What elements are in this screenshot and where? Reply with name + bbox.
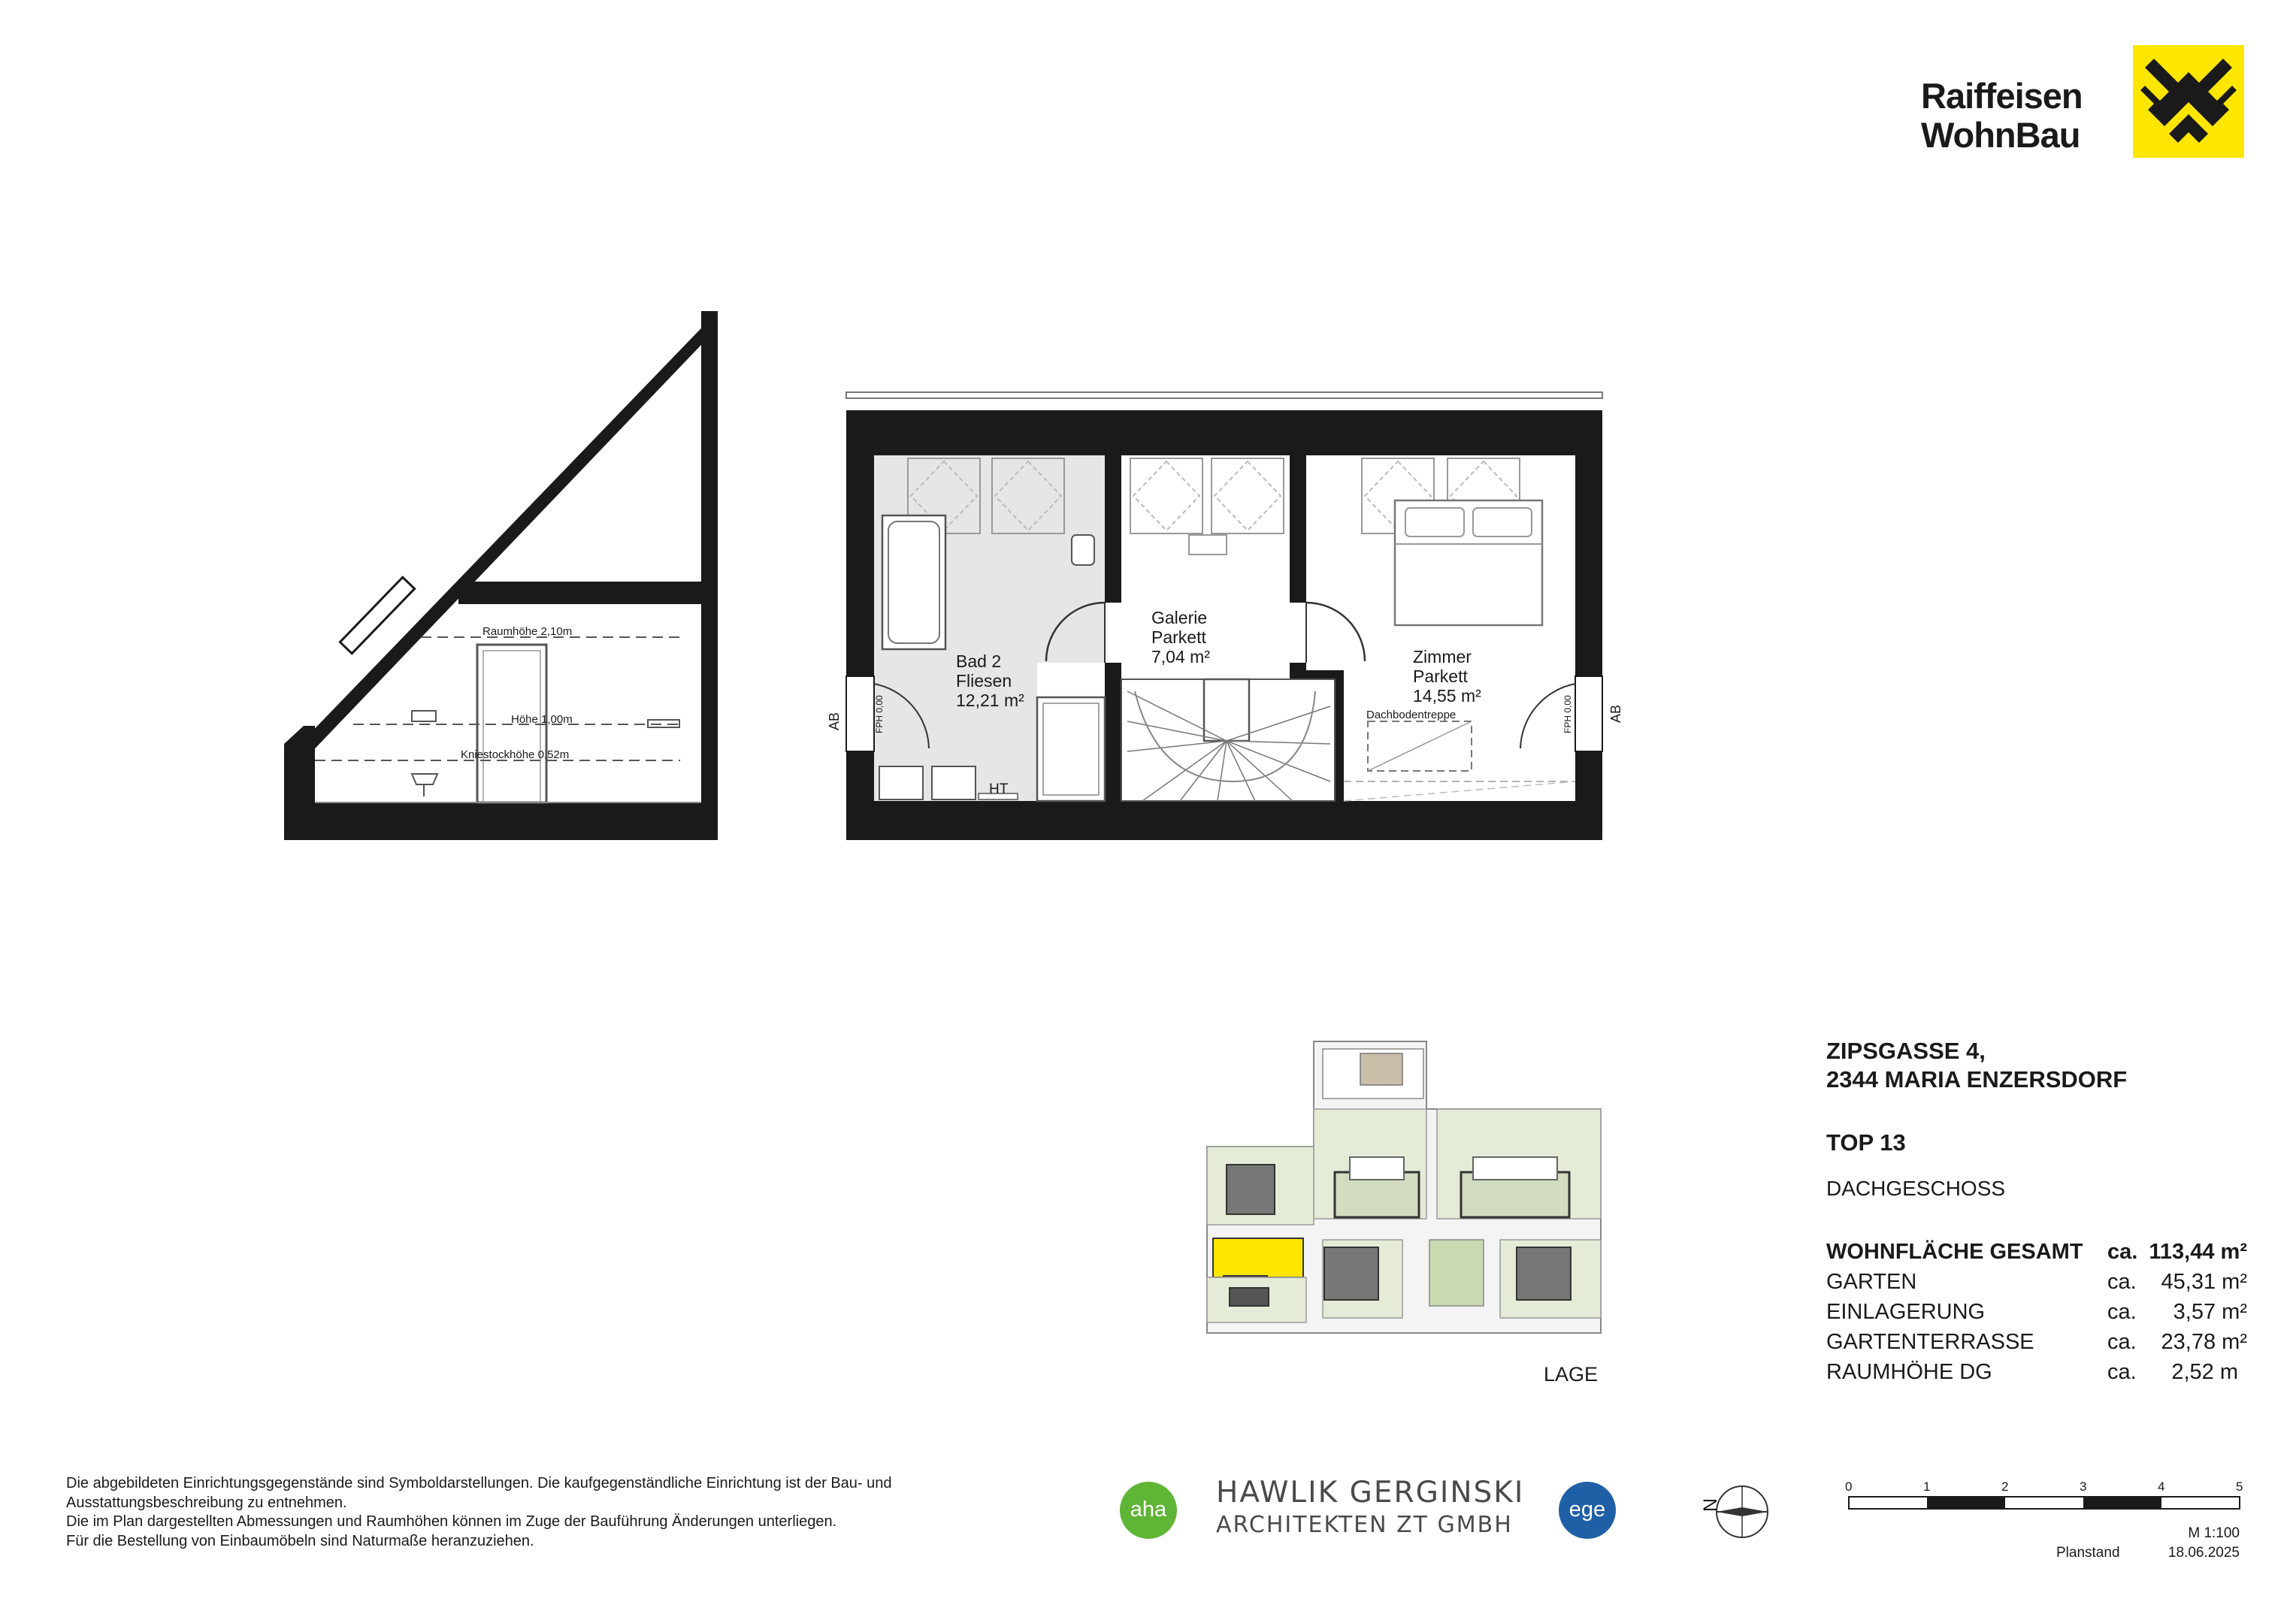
area-row [1826, 1300, 2247, 1330]
address-line-2: 2344 MARIA ENZERSDORF [1826, 1066, 2128, 1093]
aha-badge-label: aha [1130, 1498, 1167, 1522]
architect-company: ARCHITEKTEN ZT GMBH [1216, 1512, 1513, 1538]
wall-galerie-zimmer-upper [1290, 455, 1306, 603]
area-row [1826, 1330, 2247, 1360]
address-line-1: ZIPSGASSE 4, [1826, 1038, 1986, 1064]
logo-line-1: Raiffeisen [1921, 76, 2083, 116]
section-left-wall [304, 726, 315, 840]
fph-label-left: FPH 0,00 [874, 695, 885, 733]
room-floor: Fliesen [956, 671, 1012, 691]
area-value: 113,44 m² [2149, 1240, 2247, 1264]
area-ca: ca. [2107, 1330, 2137, 1354]
architect-block [1120, 1473, 1623, 1548]
north-label: N [1700, 1498, 1721, 1512]
scale-tick-5: 5 [2236, 1479, 2243, 1494]
site-highlight-top13 [1213, 1238, 1303, 1277]
area-ca: ca. [2107, 1270, 2137, 1294]
scale-tick-0: 0 [1845, 1479, 1853, 1494]
area-value: 2,52 m [2171, 1360, 2238, 1384]
area-row [1826, 1270, 2247, 1300]
area-label: RAUMHÖHE DG [1826, 1360, 1992, 1384]
ege-badge-label: ege [1568, 1498, 1606, 1522]
room-zimmer [1413, 647, 1481, 706]
architect-name: HAWLIK GERGINSKI [1216, 1476, 1525, 1510]
raiffeisen-logo [1921, 45, 2244, 158]
area-ca: ca. [2107, 1240, 2138, 1264]
section-sink [412, 774, 437, 784]
disclaimer-line: Die im Plan dargestellten Abmessungen und Raumhöhen können im Zuge der Bauführung Änderungen unterliegen. [66, 1513, 837, 1530]
toilet [1072, 535, 1094, 565]
kniestockhoehe-label: Kniestockhöhe 0,52m [461, 748, 570, 761]
section-floor-slab [315, 802, 701, 840]
north-arrow [1700, 1486, 1768, 1537]
scale-tick-3: 3 [2080, 1479, 2087, 1494]
section-view [284, 311, 718, 840]
bathtub [882, 515, 945, 649]
section-eave [284, 726, 304, 840]
area-value: 23,78 m² [2161, 1330, 2247, 1354]
project-address [1826, 1037, 2262, 1094]
room-area: 7,04 m² [1151, 647, 1210, 666]
site-plan [1207, 1041, 1601, 1386]
sink-2 [932, 766, 976, 799]
disclaimer-line: Für die Bestellung von Einbaumöbeln sind Naturmaße heranzuziehen. [66, 1532, 534, 1549]
room-name: Zimmer [1413, 647, 1472, 666]
wall-bath-galerie-lower [1105, 663, 1121, 801]
logo-line-2: WohnBau [1921, 115, 2080, 155]
area-row [1826, 1240, 2247, 1270]
disclaimer-line: Ausstattungsbeschreibung zu entnehmen. [66, 1494, 347, 1511]
section-ceiling-slab [458, 582, 701, 604]
room-area: 12,21 m² [956, 691, 1024, 710]
area-value: 45,31 m² [2161, 1270, 2247, 1294]
hoehe-label: Höhe 1,00m [511, 713, 573, 726]
site-plan-label: LAGE [1544, 1363, 1599, 1386]
area-ca: ca. [2107, 1360, 2137, 1384]
room-floor: Parkett [1151, 627, 1206, 647]
floor-label: DACHGESCHOSS [1826, 1177, 2006, 1200]
area-ca: ca. [2107, 1300, 2137, 1324]
area-label: WOHNFLÄCHE GESAMT [1826, 1240, 2083, 1264]
giebelkreuz-logo-icon [2133, 45, 2244, 158]
planstand-label: Planstand [2056, 1545, 2120, 1561]
disclaimer [66, 1474, 1088, 1551]
door-zimmer [1306, 603, 1365, 661]
section-right-wall [701, 311, 718, 840]
floor-plan [827, 392, 1623, 840]
scale-text: M 1:100 [2188, 1525, 2240, 1541]
shower [1037, 697, 1105, 801]
room-floor: Parkett [1413, 666, 1468, 686]
ab-label-left: AB [827, 712, 842, 730]
dachbodentreppe-label: Dachbodentreppe [1366, 709, 1457, 721]
ab-label-right: AB [1608, 704, 1623, 723]
logo-wordmark [1921, 77, 2116, 155]
wall-stair-right [1335, 670, 1344, 801]
scale-bar [1845, 1479, 2243, 1509]
window-right [1575, 676, 1602, 751]
disclaimer-line: Die abgebildeten Einrichtungsgegenstände sind Symboldarstellungen. Die kaufgegenständliche Einrichtung ist der Bau- und [66, 1475, 892, 1492]
scale-tick-4: 4 [2158, 1479, 2165, 1494]
area-value: 3,57 m² [2173, 1300, 2247, 1324]
ht-label: HT [989, 781, 1009, 797]
section-roof-slope [284, 311, 718, 760]
ege-badge [1559, 1482, 1616, 1539]
scale-tick-2: 2 [2001, 1479, 2009, 1494]
aha-badge [1120, 1482, 1177, 1539]
area-label: GARTENTERRASSE [1826, 1330, 2034, 1354]
window-left [846, 676, 874, 751]
scale-tick-1: 1 [1923, 1479, 1931, 1494]
area-label: EINLAGERUNG [1826, 1300, 1986, 1324]
room-name: Galerie [1151, 608, 1208, 627]
planstand-date: 18.06.2025 [2167, 1545, 2240, 1561]
area-label: GARTEN [1826, 1270, 1917, 1294]
room-name: Bad 2 [956, 651, 1002, 671]
raumhoehe-label: Raumhöhe 2,10m [482, 625, 573, 638]
section-mirror [412, 711, 436, 721]
fph-label-right: FPH 0,00 [1562, 695, 1573, 733]
room-area: 14,55 m² [1413, 686, 1481, 706]
wall-bath-galerie-upper [1105, 455, 1121, 603]
room-galerie [1151, 608, 1210, 666]
sink-1 [879, 766, 923, 799]
bed [1395, 500, 1542, 625]
area-row [1826, 1360, 2247, 1390]
unit-label: TOP 13 [1826, 1129, 1906, 1156]
